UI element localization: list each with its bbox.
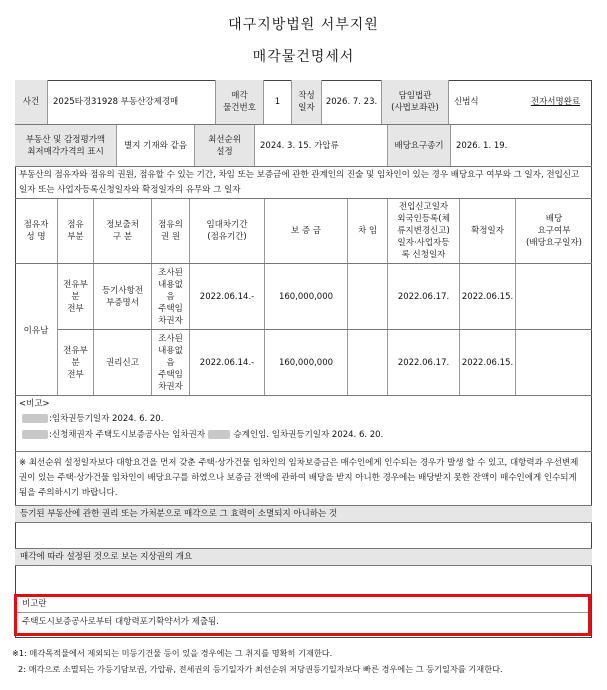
col-fixed-date: 확정일자: [460, 199, 516, 263]
col-info-source: 정보출처 구 분: [94, 199, 152, 263]
remarks-label: <비고>: [19, 399, 50, 409]
fixed-date: 2022.06.15.: [460, 264, 516, 329]
rights-note: 등기된 부동산에 관한 권리 또는 가처분으로 매각으로 그 효력이 소멸되지 아니하는 것: [20, 509, 338, 519]
col-occupant-name: 점유자 성 명: [15, 199, 58, 263]
col-dividend-request: 배당 요구여부 (배당요구일자): [526, 214, 582, 248]
footnote-1: ※1: 매각목적물에서 제외되는 미등기건물 등이 있을 경우에는 그 취지를 명확히 기재한다.: [12, 648, 333, 658]
rent: [348, 330, 388, 395]
deposit: 160,000,000: [265, 264, 348, 329]
col-rent: 차 임: [348, 199, 388, 263]
redacted-name: [22, 430, 48, 439]
created-label: 작성 일자: [292, 80, 322, 124]
occupied-part: 전유부 분 전부: [58, 330, 94, 395]
bigo-content: 주택도시보증공사로부터 대항력포기확약서가 제출됨.: [22, 617, 219, 627]
col-move-in-date: 전입신고일자 외국인등록(체 류지변경신고) 일자·사업자등 록 신청일자: [388, 199, 460, 263]
col-occupied-part: 점유 부분: [58, 199, 94, 263]
dividend-request: [516, 330, 592, 395]
rights-content-row: [15, 523, 592, 549]
bigo-label: 비고란: [22, 599, 47, 609]
superficies-content-row: [15, 566, 592, 594]
table-row: [58, 330, 592, 396]
remarks-highlight-box: [14, 594, 591, 636]
footnote-2: 2: 매각으로 소멸되는 가등기담보권, 가압류, 전세권의 등기일자가 최선순위 저당권등기일자보다 빠른 경우에는 그 등기일자를 기재한다.: [18, 664, 503, 674]
occupancy-right: 조사된 내용없 음 주택임 차권자: [152, 330, 190, 395]
col-lease-period: 임대차기간 (점유기간): [190, 199, 265, 263]
case-label: 사건: [15, 80, 48, 124]
occupant-name-cell: [15, 264, 58, 396]
appraisal-label: 부동산 및 감정평가액 최저매각가격의 표시: [15, 125, 117, 166]
court-title: 대구지방법원 서부지원: [228, 17, 379, 33]
judge-value: 신범식: [454, 97, 479, 107]
created-value: 2026. 7. 23.: [322, 80, 382, 124]
document-title: 매각물건명세서: [252, 49, 355, 65]
item-no-label: 매각 물건번호: [216, 80, 264, 124]
lease-period: 2022.06.14.-: [190, 264, 265, 329]
superficies-note: 매각에 따라 설정된 것으로 보는 지상권의 개요: [20, 552, 193, 562]
judge-label: 담임법관 (사법보좌관): [382, 80, 449, 124]
move-in-date: 2022.06.17.: [388, 264, 460, 329]
remarks-line-2: :신청채권자 주택도시보증공사는 임차권자 승계인임. 임차권등기일자 2024. 6. 20.: [22, 428, 383, 443]
redacted-name: [208, 430, 230, 439]
e-signature-seal: 전자서명완료: [530, 97, 581, 107]
info-source: 등기사항전 부증명서: [94, 264, 152, 329]
deadline-label: 배당요구종기: [388, 125, 451, 166]
move-in-date: 2022.06.17.: [388, 330, 460, 395]
occupancy-note: 부동산의 점유자와 점유의 권원, 점유할 수 있는 기간, 차임 또는 보증금에 관한 관계인의 진술 및 임차인이 있는 경우 배당요구 여부와 그 일자, 전입신고일자 또는 사업자등록신청일자와 확정일자의 유무와 그 일자: [19, 170, 580, 195]
warning-section: [15, 452, 592, 506]
fixed-date: 2022.06.15.: [460, 330, 516, 395]
warning-text: ※ 최선순위 설정일자보다 대항요건을 먼저 갖춘 주택·상가건물 임차인의 임차보증금은 매수인에게 인수되는 경우가 발생 할 수 있고, 대항력과 우선변제권이 있는 주택·상가건물 임차인이 배당요구를 하였으나 보증금 전액에 관하여 배당을 받지 아니한 경우에는 배당받지 못한 잔액이 매수인에게 인수되게 됨을 주의하시기 바랍니다.: [19, 458, 579, 498]
occupancy-note-row: [15, 167, 592, 199]
remarks-line-1: :임차권등기일자 2024. 6. 20.: [22, 412, 163, 427]
col-deposit: 보 증 금: [265, 199, 348, 263]
rent: [348, 264, 388, 329]
occupied-part: 전유부 분 전부: [58, 264, 94, 329]
superficies-header-row: [15, 549, 592, 566]
lease-period: 2022.06.14.-: [190, 330, 265, 395]
case-value: 2025타경31928 부동산강제경매: [48, 80, 216, 124]
col-occupancy-right: 점유의 권 원: [152, 199, 190, 263]
dividend-request: [516, 264, 592, 329]
info-source: 권리신고: [94, 330, 152, 395]
redacted-name: [22, 414, 48, 423]
deadline-value: 2026. 1. 19.: [456, 140, 508, 151]
table-row: [58, 264, 592, 330]
occupancy-right: 조사된 내용없 음 주택임 차권자: [152, 264, 190, 329]
rights-header-row: [15, 506, 592, 523]
case-header-row: [15, 80, 592, 125]
occupancy-table-header: [15, 199, 592, 264]
occupant-name: 이유남: [23, 325, 49, 336]
deposit: 160,000,000: [265, 330, 348, 395]
item-no-value: 1: [264, 80, 292, 124]
appraisal-value: 별지 기재와 같음: [117, 125, 195, 166]
appraisal-row: [15, 125, 592, 167]
priority-value: 2024. 3. 15. 가압류: [255, 125, 388, 166]
priority-label: 최선순위 설정: [195, 125, 255, 166]
